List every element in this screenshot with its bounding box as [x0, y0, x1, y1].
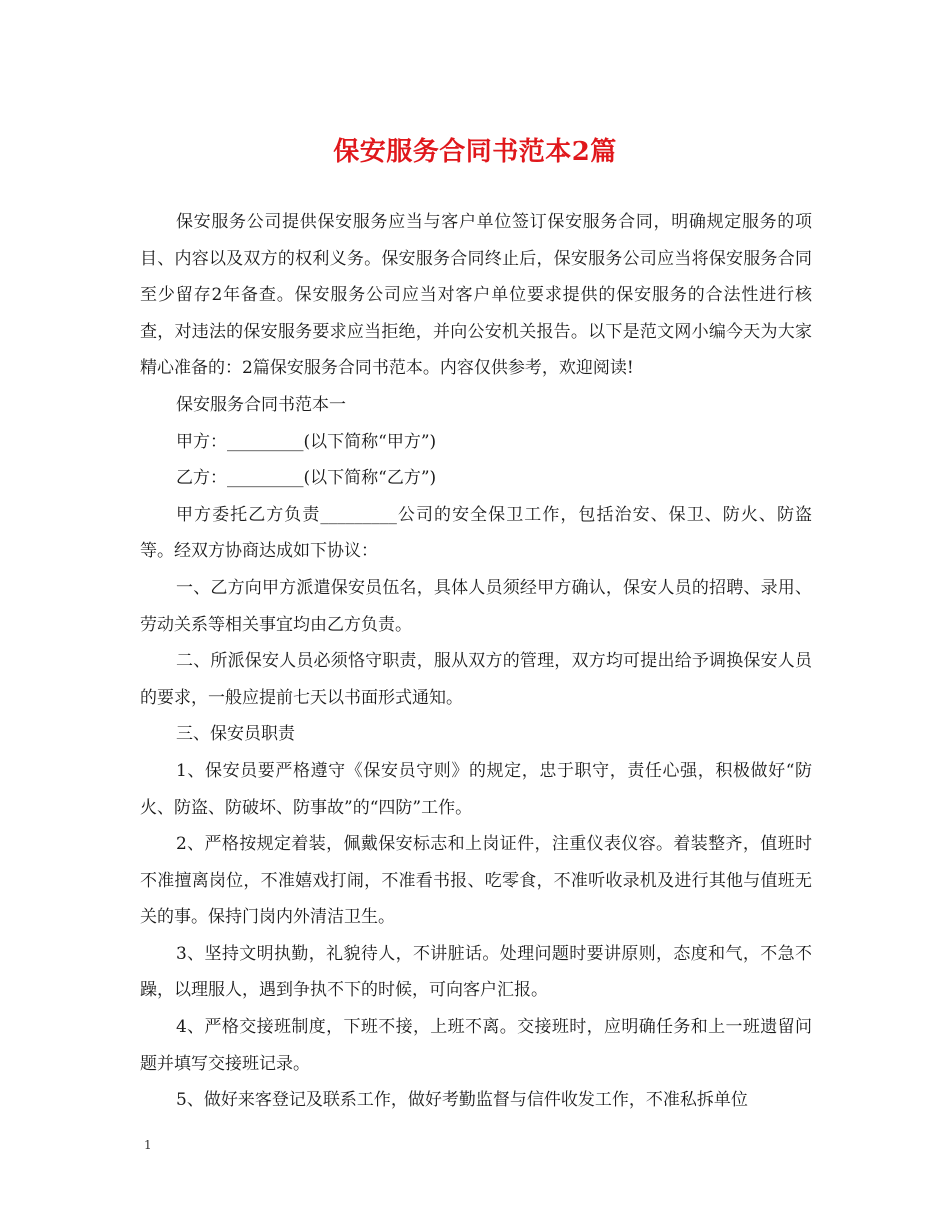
duty-item-5: 5、做好来客登记及联系工作，做好考勤监督与信件收发工作，不准私拆单位	[176, 1090, 748, 1111]
section-heading-contract-one: 保安服务合同书范本一	[176, 394, 346, 415]
intro-paragraph: 保安服务公司提供保安服务应当与客户单位签订保安服务合同，明确规定服务的项目、内容以及双方的权利义务。保安服务合同终止后，保安服务公司应当将保安服务合同至少留存2年备查。保安服务公司应当对客户单位要求提供的保安服务的合法性进行核查，对违法的保安服务要求应当拒绝，并向公安机关报告。以下是范文网小编今天为大家精心准备的：2篇保安服务合同书范本。内容仅供参考，欢迎阅读!	[140, 212, 812, 379]
page-number: 1	[144, 1138, 152, 1152]
clause-two: 二、所派保安人员必须恪守职责，服从双方的管理，双方均可提出给予调换保安人员的要求，一般应提前七天以书面形式通知。	[140, 651, 812, 708]
clause-three-heading: 三、保安员职责	[176, 724, 295, 745]
commission-paragraph: 甲方委托乙方负责_________公司的安全保卫工作，包括治安、保卫、防火、防盗等。经双方协商达成如下协议：	[140, 504, 812, 562]
duty-item-2: 2、严格按规定着装，佩戴保安标志和上岗证件，注重仪表仪容。着装整齐，值班时不准擅离岗位，不准嬉戏打闹，不准看书报、吃零食，不准听收录机及进行其他与值班无关的事。保持门岗内外清洁卫生。	[140, 834, 812, 928]
party-a-line: 甲方：_________(以下简称“甲方”)	[176, 431, 437, 452]
duty-item-3: 3、坚持文明执勤，礼貌待人，不讲脏话。处理问题时要讲原则，态度和气，不急不躁，以理服人，遇到争执不下的时候，可向客户汇报。	[140, 943, 812, 1001]
duty-item-4: 4、严格交接班制度，下班不接，上班不离。交接班时，应明确任务和上一班遗留问题并填写交接班记录。	[140, 1017, 812, 1074]
party-b-line: 乙方：_________(以下简称“乙方”)	[176, 468, 437, 489]
document-title: 保安服务合同书范本2篇	[333, 137, 617, 167]
clause-one: 一、乙方向甲方派遣保安员伍名，具体人员须经甲方确认，保安人员的招聘、录用、劳动关系等相关事宜均由乙方负责。	[140, 577, 812, 635]
document-body	[140, 204, 812, 1119]
duty-item-1: 1、保安员要严格遵守《保安员守则》的规定，忠于职守，责任心强，积极做好“防火、防盗、防破坏、防事故”的“四防”工作。	[140, 760, 812, 818]
